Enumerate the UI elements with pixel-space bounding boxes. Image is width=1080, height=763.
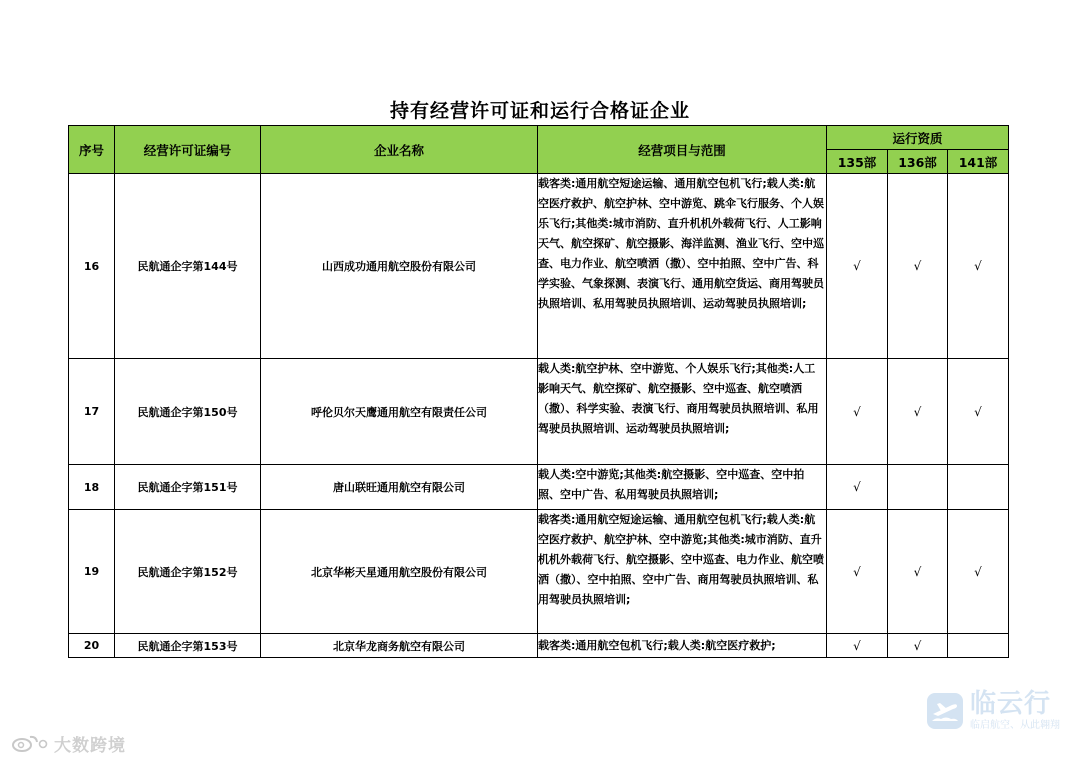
header-141: 141部 (948, 150, 1009, 174)
table-row (69, 465, 1009, 510)
watermark-left (10, 731, 126, 755)
cell-scope: 载人类:航空护林、空中游览、个人娱乐飞行;其他类:人工影响天气、航空探矿、航空摄影、空中巡查、航空喷洒（撒）、科学实验、表演飞行、商用驾驶员执照培训、私用驾驶员执照培训、运动驾驶员执照培训; (538, 359, 827, 465)
table-row (69, 359, 1009, 465)
cell-135: √ (827, 359, 888, 465)
header-company: 企业名称 (261, 126, 538, 174)
header-scope: 经营项目与范围 (538, 126, 827, 174)
cell-company: 北京华彬天星通用航空股份有限公司 (261, 510, 538, 634)
cell-136 (888, 465, 948, 510)
header-qualification: 运行资质 (827, 126, 1009, 150)
table-row (69, 510, 1009, 634)
cell-136: √ (888, 634, 948, 658)
cell-136: √ (888, 359, 948, 465)
header-135: 135部 (827, 150, 888, 174)
cell-license: 民航通企字第151号 (115, 465, 261, 510)
cell-141: √ (948, 359, 1009, 465)
cell-141: √ (948, 174, 1009, 359)
cell-license: 民航通企字第152号 (115, 510, 261, 634)
cell-scope: 载客类:通用航空包机飞行;载人类:航空医疗救护; (538, 634, 827, 658)
weibo-logo-icon (10, 733, 48, 753)
cell-136: √ (888, 174, 948, 359)
cell-scope: 载人类:空中游览;其他类:航空摄影、空中巡查、空中拍照、空中广告、私用驾驶员执照培训; (538, 465, 827, 510)
header-seq: 序号 (69, 126, 115, 174)
cell-141 (948, 634, 1009, 658)
watermark-brand-slogan: 临启航空、从此翱翔 (970, 720, 1060, 731)
cell-license: 民航通企字第153号 (115, 634, 261, 658)
cell-company: 唐山联旺通用航空有限公司 (261, 465, 538, 510)
cell-license: 民航通企字第144号 (115, 174, 261, 359)
cell-seq: 18 (69, 465, 115, 510)
watermark-left-text: 大数跨境 (54, 735, 126, 756)
cell-scope: 载客类:通用航空短途运输、通用航空包机飞行;载人类:航空医疗救护、航空护林、空中游览;其他类:城市消防、直升机机外载荷飞行、航空摄影、空中巡查、电力作业、航空喷洒（撒）、空中拍照、空中广告、商用驾驶员执照培训、私用驾驶员执照培训; (538, 510, 827, 634)
header-136: 136部 (888, 150, 948, 174)
cell-135: √ (827, 510, 888, 634)
cell-seq: 16 (69, 174, 115, 359)
page-title: 持有经营许可证和运行合格证企业 (389, 100, 690, 122)
enterprise-table (68, 125, 1009, 658)
airplane-cloud-logo-icon (926, 692, 964, 730)
cell-seq: 19 (69, 510, 115, 634)
cell-company: 山西成功通用航空股份有限公司 (261, 174, 538, 359)
watermark-brand-name: 临云行 (970, 689, 1052, 719)
watermark-right (926, 683, 1076, 739)
cell-seq: 17 (69, 359, 115, 465)
cell-scope: 载客类:通用航空短途运输、通用航空包机飞行;载人类:航空医疗救护、航空护林、空中游览、跳伞飞行服务、个人娱乐飞行;其他类:城市消防、直升机机外载荷飞行、人工影响天气、航空探矿、航空摄影、海洋监测、渔业飞行、空中巡查、电力作业、航空喷洒（撒）、空中拍照、空中广告、科学实验、气象探测、表演飞行、通用航空货运、商用驾驶员执照培训、私用驾驶员执照培训、运动驾驶员执照培训; (538, 174, 827, 359)
cell-license: 民航通企字第150号 (115, 359, 261, 465)
cell-136: √ (888, 510, 948, 634)
table-row (69, 634, 1009, 658)
cell-135: √ (827, 174, 888, 359)
cell-141: √ (948, 510, 1009, 634)
cell-135: √ (827, 465, 888, 510)
cell-135: √ (827, 634, 888, 658)
header-license: 经营许可证编号 (115, 126, 261, 174)
cell-company: 呼伦贝尔天鹰通用航空有限责任公司 (261, 359, 538, 465)
cell-141 (948, 465, 1009, 510)
table-row (69, 174, 1009, 359)
cell-seq: 20 (69, 634, 115, 658)
cell-company: 北京华龙商务航空有限公司 (261, 634, 538, 658)
